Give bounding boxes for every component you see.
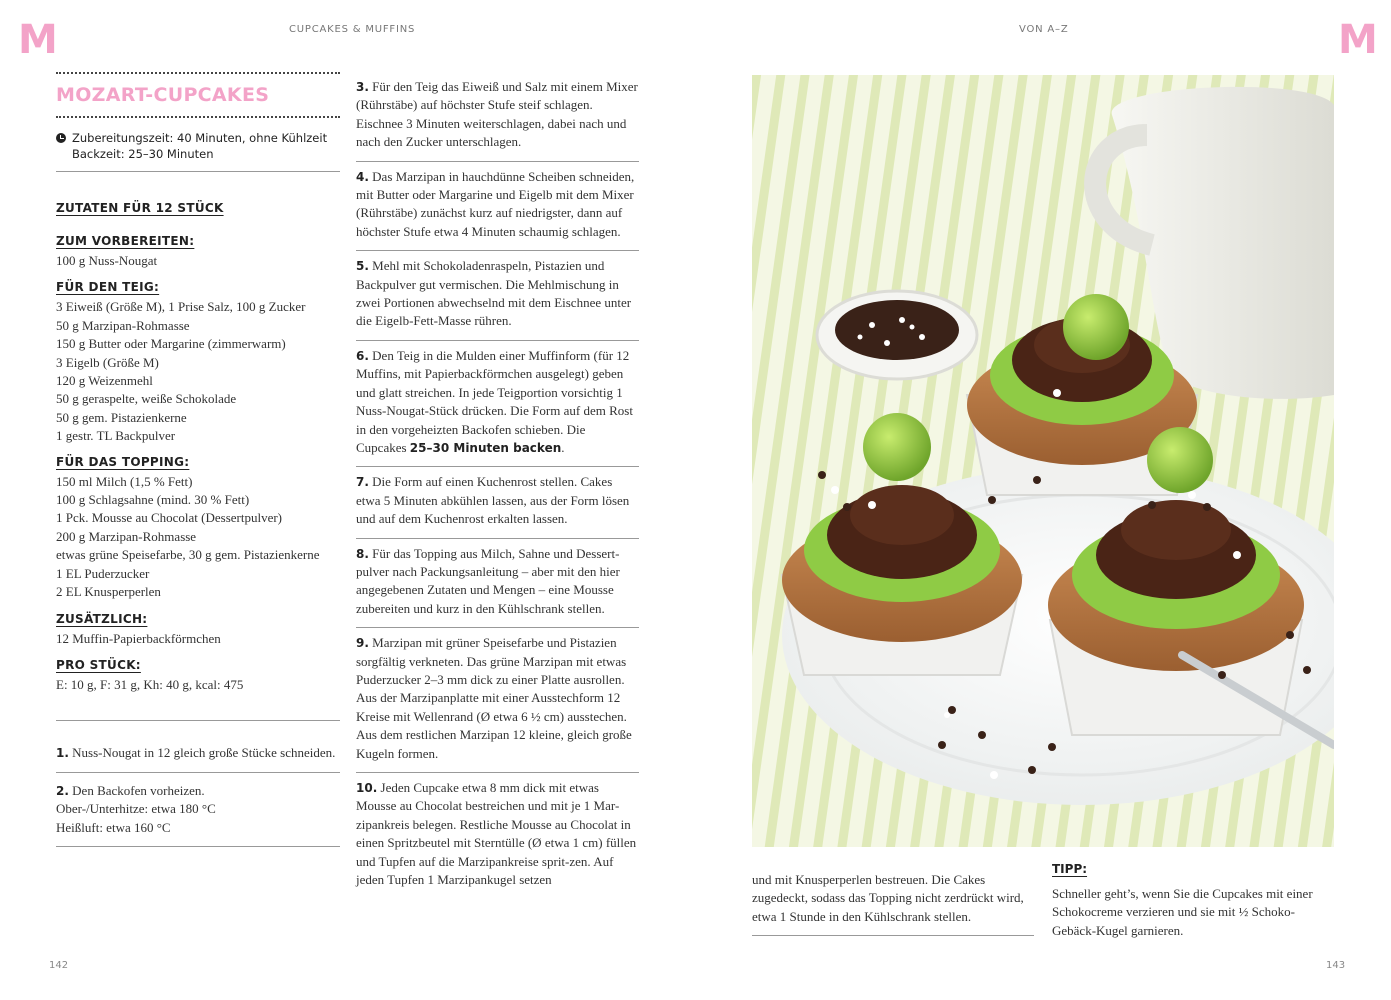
ingredient: 12 Muffin-Papierbackförmchen — [56, 630, 221, 646]
chapter-letter-right: M — [1338, 17, 1378, 63]
ingredient: 200 g Marzipan-Rohmasse — [56, 528, 197, 544]
step-1: 1. Nuss-Nougat in 12 gleich große Stücke schneiden. — [56, 745, 336, 761]
ingredient: 50 g geraspelte, weiße Schokolade — [56, 391, 237, 407]
continuation-column — [752, 862, 1034, 936]
ingredient: 1 EL Puderzucker — [56, 565, 150, 581]
ingredient-list — [56, 252, 340, 270]
section-heading: FÜR DEN TEIG: — [56, 280, 160, 295]
ingredient-list — [56, 298, 340, 445]
ingredients-column — [56, 72, 340, 847]
time-info — [56, 118, 340, 171]
nutrition-info — [56, 676, 340, 694]
section-heading: FÜR DAS TOPPING: — [56, 454, 190, 469]
step-2: 2. Den Backofen vorheizen. Ober-/Unterhitze: etwa 180 °C Heißluft: etwa 160 °C — [56, 782, 216, 835]
ingredient: 50 g Marzipan-Rohmasse — [56, 317, 190, 333]
ingredients-heading: ZUTATEN FÜR 12 STÜCK — [56, 201, 224, 215]
ingredient: 100 g Schlagsahne (mind. 30 % Fett) — [56, 492, 250, 508]
recipe-title: MOZART-CUPCAKES — [56, 84, 270, 106]
clock-icon — [56, 133, 66, 143]
steps-column — [356, 72, 639, 898]
ingredient: 1 Pck. Mousse au Chocolat (Dessertpulver) — [56, 510, 283, 526]
step-10-continued: und mit Knusperperlen bestreuen. Die Cakes zugedeckt, sodass das Topping nicht zerdrückt wird, etwa 1 Stunde in den Kühlschrank stellen. — [752, 872, 1024, 924]
ingredient: 1 gestr. TL Backpulver — [56, 428, 176, 444]
step-10: 10. Jeden Cupcake etwa 8 mm dick mit etwas Mousse au Chocolat bestreichen und mit je 1 Mar-zipankreis belegen. Restliche Mousse au Chocolat in einen Spritzbeutel mit Sterntülle (Ø etwa 1 cm) füllen und Tupfen auf die Marzipankreise sprit-zen. Auf jeden Tupfen 1 Marzipankugel setzen — [356, 780, 637, 888]
ingredient: etwas grüne Speisefarbe, 30 g gem. Pistazienkerne — [56, 547, 320, 563]
ingredient: 3 Eigelb (Größe M) — [56, 354, 159, 370]
prep-time: Zubereitungszeit: 40 Minuten, ohne Kühlzeit — [72, 131, 328, 145]
step-7: 7. Die Form auf einen Kuchenrost stellen. Cakes etwa 5 Minuten abkühlen lassen, aus der Form lösen und auf dem Kuchenrost erkalten lassen. — [356, 474, 630, 527]
page-number-left: 142 — [49, 960, 69, 971]
ingredient: 2 EL Knusperperlen — [56, 584, 161, 600]
step-3: 3. Für den Teig das Eiweiß und Salz mit einem Mixer (Rührstäbe) auf höchster Stufe steif schlagen. Eischnee 3 Minuten weiterschlagen, dabei nach und nach den Zucker unterschlagen. — [356, 79, 638, 150]
ingredient: 3 Eiweiß (Größe M), 1 Prise Salz, 100 g Zucker — [56, 299, 306, 315]
section-heading: ZUSÄTZLICH: — [56, 611, 148, 626]
step-5: 5. Mehl mit Schokoladenraspeln, Pistazien und Backpulver gut vermischen. Die Mehlmischung in zwei Portionen abwechselnd mit dem Eischnee unter die Eigelb-Fett-Masse rühren. — [356, 258, 632, 329]
step-9: 9. Marzipan mit grüner Speisefarbe und Pistazien sorgfältig verkneten. Das grüne Marzipan mit etwas Puderzucker 2–3 mm dick zu einer Platte ausrollen. Aus der Marzipanplatte mit einer Ausstechform 12 Kreise mit Wellenrand (Ø etwa 6 ½ cm) ausstechen. Aus dem restlichen Marzipan 12 kleine, gleich große Kugeln formen. — [356, 635, 632, 761]
section-heading: ZUM VORBEREITEN: — [56, 234, 195, 248]
divider — [752, 935, 1034, 936]
step-8: 8. Für das Topping aus Milch, Sahne und Dessert-pulver nach Packungsanleitung – aber mit den hier angegebenen Zutaten und Mengen – eine Mousse zubereiten und kurz in den Kühlschrank stellen. — [356, 545, 620, 616]
divider — [56, 171, 340, 172]
section-heading: PRO STÜCK: — [56, 657, 141, 672]
running-head-right: VON A–Z — [1019, 24, 1069, 35]
bake-time: Backzeit: 25–30 Minuten — [72, 147, 214, 161]
step-6: 6. Den Teig in die Mulden einer Muffinform (für 12 Muffins, mit Papierbackförmchen ausgelegt) geben und glatt streichen. In jede Teigportion vorsichtig 1 Nuss-Nougat-Stück drücken. Die Form auf dem Rost in den vorgeheizten Backofen schieben. Die Cupcakes 25–30 Minuten backen. — [356, 347, 633, 455]
ingredient-list — [56, 473, 340, 602]
ingredient: 100 g Nuss-Nougat — [56, 253, 158, 268]
cupcake-photo — [752, 75, 1334, 847]
ingredient: 150 ml Milch (1,5 % Fett) — [56, 473, 193, 489]
ingredient: 120 g Weizenmehl — [56, 373, 153, 389]
ingredient: E: 10 g, F: 31 g, Kh: 40 g, kcal: 475 — [56, 676, 244, 692]
ingredient: 50 g gem. Pistazienkerne — [56, 409, 187, 425]
tip-text: Schneller geht’s, wenn Sie die Cupcakes mit einer Schokocreme verzieren und sie mit ½ Schoko-Gebäck-Kugel garnieren. — [1052, 886, 1313, 938]
page-number-right: 143 — [1326, 960, 1346, 971]
running-head-left: CUPCAKES & MUFFINS — [289, 24, 416, 35]
ingredient-list — [56, 630, 340, 648]
step-4: 4. Das Marzipan in hauchdünne Scheiben schneiden, mit Butter oder Margarine und Eigelb mit dem Mixer (Rührstäbe) zunächst kurz auf niedrigster, dann auf höchster Stufe etwa 4 Minuten schaumig schlagen. — [356, 168, 635, 239]
chapter-letter-left: M — [18, 17, 58, 63]
ingredient: 150 g Butter oder Margarine (zimmerwarm) — [56, 336, 286, 352]
divider — [56, 846, 340, 847]
tip-heading: TIPP: — [1052, 862, 1088, 876]
tip-box — [1052, 862, 1334, 940]
